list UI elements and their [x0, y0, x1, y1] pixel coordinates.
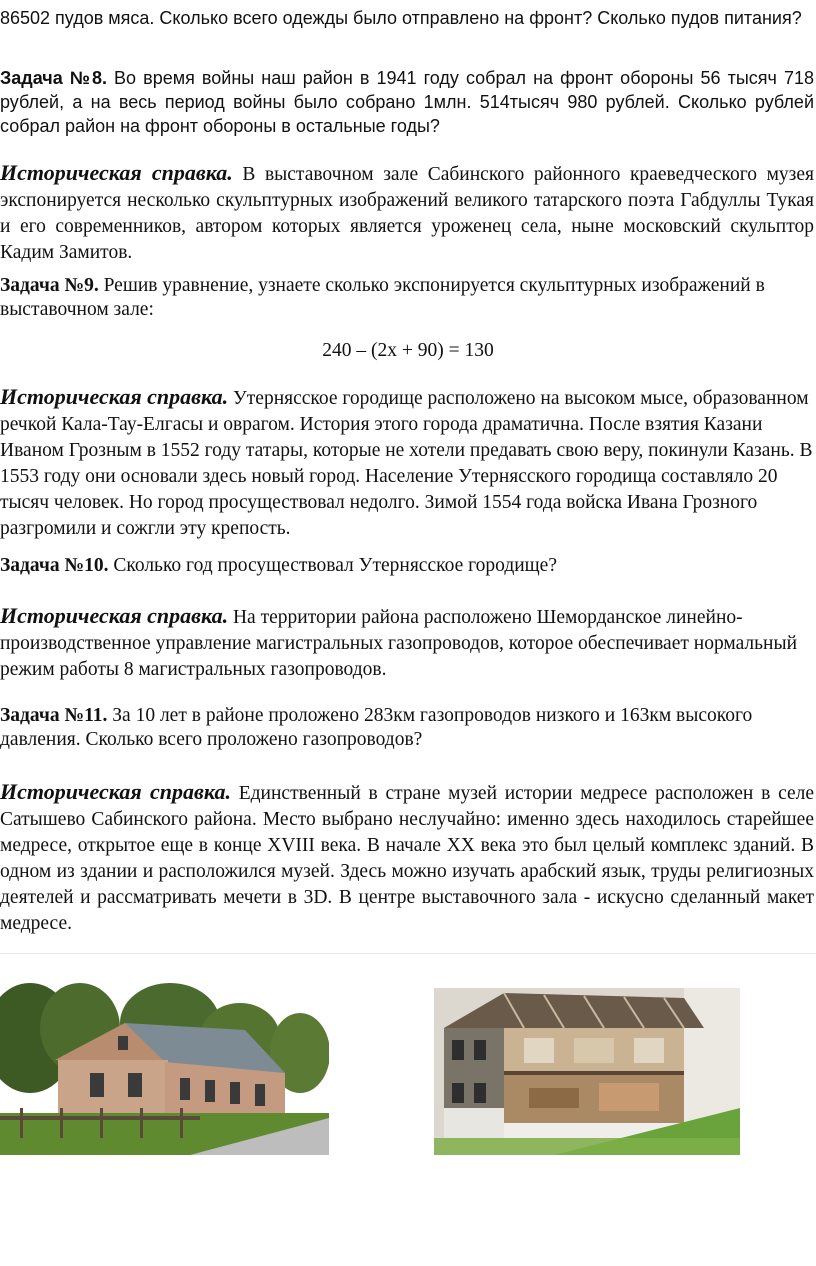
task-8-paragraph — [0, 66, 814, 138]
historical-note-1 — [0, 160, 814, 266]
museum-building-photo — [0, 978, 329, 1155]
madrasah-model-illustration — [434, 988, 740, 1155]
task-11-title: Задача №11. — [0, 705, 108, 726]
historical-note-2-text: Утернясское городище расположено на высоком мысе, образованном речкой Кала-Тау-Елгасы и оврагом. История этого города драматична. После взятия Казани Иваном Грозным в 1552 году татары, которые не хотели предавать свою веру, покинули Казань. В 1553 году они основали здесь новый город. Население Утернясского городища составляло 20 тысяч человек. Но город просуществовал недолго. Зимой 1554 года войска Ивана Грозного разгромили и сожгли эту крепость. — [0, 388, 813, 539]
section-divider — [0, 953, 816, 954]
intro-paragraph — [0, 6, 814, 30]
historical-note-3-title: Историческая справка. — [0, 603, 229, 628]
task-10-title: Задача №10. — [0, 555, 109, 576]
task-11-text: За 10 лет в районе проложено 283км газопроводов низкого и 163км высокого давления. Сколько всего проложено газопроводов? — [0, 705, 753, 750]
museum-building-illustration — [0, 978, 329, 1155]
historical-note-2-title: Историческая справка. — [0, 384, 229, 409]
task-10-text: Сколько год просуществовал Утернясское городище? — [108, 555, 557, 576]
task-8-text: Во время войны наш район в 1941 году собрал на фронт обороны 56 тысяч 718 рублей, а на весь период войны было собрано 1млн. 514тысяч 980 рублей. Сколько рублей собрал район на фронт обороны в остальные годы? — [0, 68, 814, 136]
task-9-title: Задача №9. — [0, 275, 99, 296]
task-8-title: Задача №8. — [0, 68, 107, 88]
historical-note-1-text: В выставочном зале Сабинского районного краеведческого музея экспонируется несколько скульптурных изображений великого татарского поэта Габдуллы Тукая и его современников, автором которых является уроженец села, ныне московский скульптор Кадим Замитов. — [0, 164, 814, 263]
historical-note-3 — [0, 603, 814, 683]
intro-text: 86502 пудов мяса. Сколько всего одежды было отправлено на фронт? Сколько пудов питания? — [0, 8, 802, 28]
task-11-paragraph — [0, 704, 814, 752]
task-10-paragraph — [0, 554, 814, 578]
task-9-paragraph — [0, 274, 814, 322]
historical-note-4 — [0, 779, 814, 937]
madrasah-model-photo — [434, 988, 740, 1155]
historical-note-4-text: Единственный в стране музей истории медресе расположен в селе Сатышево Сабинского района. Место выбрано неслучайно: именно здесь находилось старейшее медресе, открытое еще в конце XVIII века. В начале XX века это был целый комплекс зданий. В одном из здании и расположился музей. Здесь можно изучать арабский язык, труды религиозных деятелей и рассматривать мечети в 3D. В центре выставочного зала - искусно сделанный макет медресе. — [0, 783, 814, 934]
historical-note-4-title: Историческая справка. — [0, 779, 231, 804]
task-9-equation: 240 – (2х + 90) = 130 — [322, 340, 494, 361]
historical-note-3-text: На территории района расположено Шеморданское линейно-производственное управление магистральных газопроводов, которое обеспечивает нормальный режим работы 8 магистральных газопроводов. — [0, 607, 798, 680]
historical-note-1-title: Историческая справка. — [0, 160, 233, 185]
historical-note-2 — [0, 384, 814, 542]
task-9-text: Решив уравнение, узнаете сколько экспонируется скульптурных изображений в выставочном зале: — [0, 275, 765, 320]
